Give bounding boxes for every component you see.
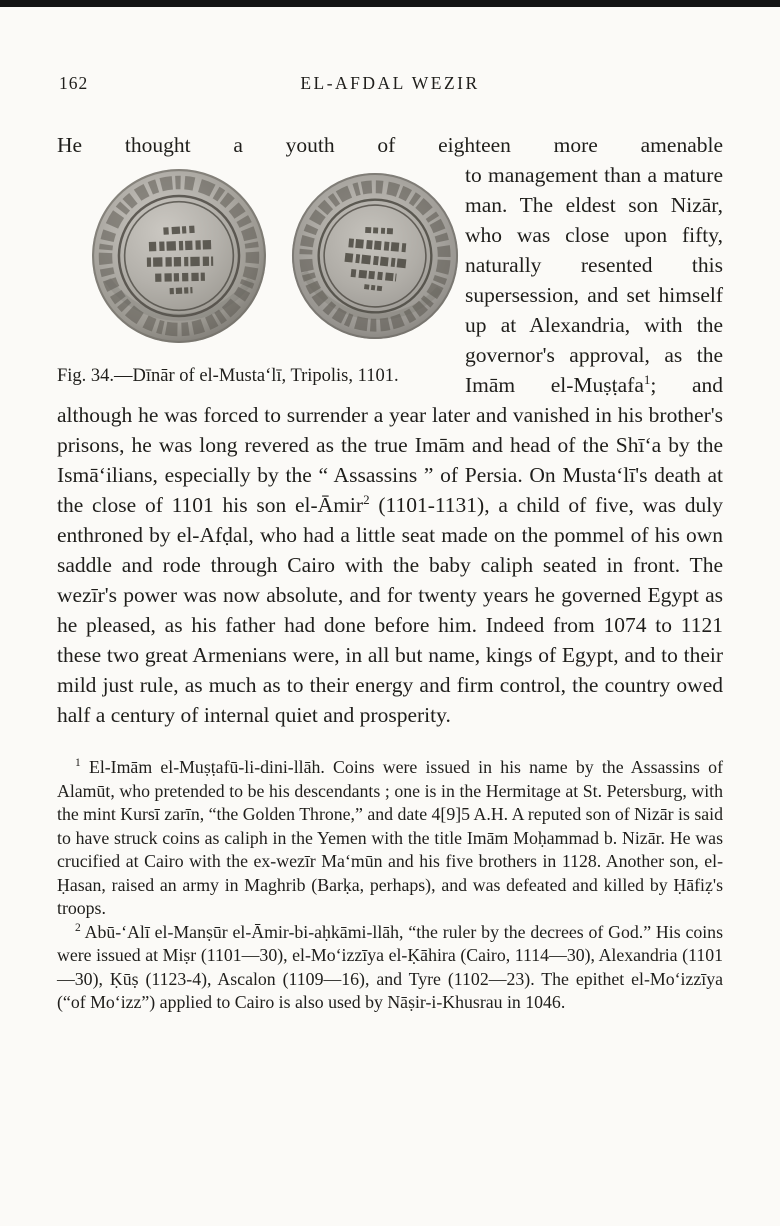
coin-reverse-image	[291, 171, 459, 341]
figure-caption: Fig. 34.—Dīnār of el-Musta‘lī, Tripolis, 1101.	[57, 366, 399, 386]
figure-block	[57, 166, 459, 391]
footnote-reference-1: 1	[643, 371, 651, 387]
coin-obverse-image	[91, 168, 267, 344]
footnote-1-text: El-Imām el-Muṣṭafū-li-dini-llāh. Coins were issued in his name by the Assassins of Alamūt, who pretended to be his descendants ; one is in the Hermitage at St. Petersburg, with the mint Kursī zarīn, “the Golden Throne,” and date 4[9]5 A.H. A reputed son of Nizār is said to have struck coins as caliph in the Yemen with the title Imām Moḥammad b. Nizār. He was crucified at Cairo with the ex-wezīr Ma‘mūn and his five brothers in 1128. Another son, el-Ḥasan, raised an army in Maghrib (Barḳa, perhaps), and was defeated and killed by Ḥāfiẓ's troops.	[57, 757, 723, 918]
page-title: EL-AFDAL WEZIR	[300, 73, 480, 93]
running-header	[57, 0, 723, 97]
body-text-segment: to management than a mature man. The eldest son Nizār, who was close upon fifty, naturally resented this supersession, and set himself up at Alexandria, with the governor's approval, as the Imām el-Muṣṭafa	[465, 163, 723, 397]
footnote-1-marker: 1	[75, 757, 81, 770]
footnote-2-marker: 2	[75, 921, 81, 934]
footnote-1	[57, 756, 723, 921]
body-text-segment: (1101-1131), a child of five, was duly enthroned by el-Afḍal, who had a little seat made on the pommel of his own saddle and rode through Cairo with the baby caliph seated in front. The wezīr's power was now absolute, and for twenty years he governed Egypt as he pleased, as his father had done before him. Indeed from 1074 to 1121 these two great Armenians were, in all but name, kings of Egypt, and to their mild just rule, as much as to their energy and firm control, the country owed half a century of internal quiet and prosperity.	[57, 493, 723, 727]
body-first-line: He thought a youth of eighteen more amenable	[57, 133, 723, 157]
body-text-segment: ; and although he was forced to surrender a year later and vanished in his brother's prisons, he was long revered as the true Imām and head of the Shī‘a by the Ismā‘ilians, especially by the “ Assassins ” of Persia. On Musta‘lī's death at the close of 1101 his son el-Āmir	[57, 373, 723, 517]
footnote-2-text: Abū-‘Alī el-Manṣūr el-Āmir-bi-aḥkāmi-llāh, “the ruler by the decrees of God.” His coins were issued at Miṣr (1101—30), el-Mo‘izzīya el-Ḳāhira (Cairo, 1114—30), Alexandria (1101—30), Ḳūṣ (1123-4), Ascalon (1109—16), and Tyre (1102—23). The epithet el-Mo‘izzīya (“of Mo‘izz”) applied to Cairo is also used by Nāṣir-i-Khusrau in 1046.	[57, 921, 723, 1012]
coin-photos	[57, 166, 459, 346]
footnotes-section	[57, 756, 723, 1015]
footnote-reference-2: 2	[363, 491, 370, 507]
body-paragraph	[57, 160, 723, 730]
footnote-2	[57, 921, 723, 1015]
page-number: 162	[59, 73, 89, 93]
